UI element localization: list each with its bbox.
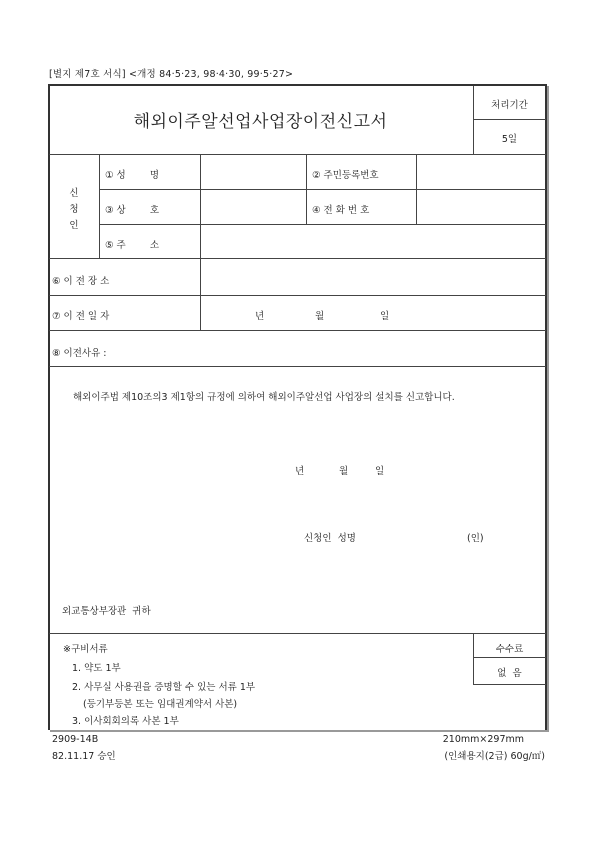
processing-label: 처리기간	[491, 100, 528, 111]
fee-value: 없 음	[497, 668, 522, 679]
relocation-col-divider	[200, 258, 201, 330]
document-item-1: 1. 약도 1부	[72, 663, 121, 674]
applicant-row-line-1	[99, 189, 546, 190]
company-label: ③ 상 호	[105, 205, 160, 216]
seal-mark: (인)	[467, 533, 484, 544]
statement-day: 일	[375, 466, 385, 477]
documents-title: ※구비서류	[63, 644, 108, 655]
applicant-divider	[99, 154, 100, 258]
body-bottom-line	[49, 633, 546, 634]
recipient-text: 외교통상부장관 귀하	[62, 606, 151, 617]
frame-shadow-bottom	[50, 730, 549, 732]
applicant-char-1: 신	[69, 188, 79, 199]
document-item-2-note: (등기부등본 또는 임대권계약서 사본)	[83, 699, 238, 710]
name-label: ① 성 명	[105, 170, 160, 181]
title-bottom-line	[49, 154, 546, 155]
relocation-place-bottom-line	[49, 295, 546, 296]
applicant-bottom-line	[49, 258, 546, 259]
resident-number-label: ② 주민등록번호	[312, 170, 379, 181]
phone-label: ④ 전 화 번 호	[312, 205, 370, 216]
statement-month: 월	[339, 466, 349, 477]
document-item-2: 2. 사무실 사용권을 증명할 수 있는 서류 1부	[72, 682, 256, 693]
processing-row-line	[473, 119, 546, 120]
relocation-date-month: 월	[315, 311, 325, 322]
signer-label: 신청인 성명	[304, 533, 356, 544]
label-col-divider	[200, 154, 201, 258]
processing-value: 5일	[501, 134, 518, 145]
fee-bottom-line	[473, 684, 546, 685]
form-code: 2909-14B	[52, 734, 99, 745]
relocation-date-bottom-line	[49, 330, 546, 331]
statement-text: 해외이주법 제10조의3 제1항의 규정에 의하여 해외이주알선업 사업장의 설치를 신고합니다.	[73, 392, 455, 403]
relocation-reason-label: ⑧ 이전사유 :	[52, 348, 107, 359]
reason-bottom-line	[49, 366, 546, 367]
frame-shadow-right	[547, 86, 549, 732]
mid-col-divider	[306, 154, 307, 224]
fee-label: 수수료	[495, 644, 524, 655]
address-label: ⑤ 주 소	[105, 240, 160, 251]
relocation-date-day: 일	[380, 311, 390, 322]
fee-row-line	[473, 657, 546, 658]
applicant-char-3: 인	[69, 220, 79, 231]
applicant-char-2: 청	[69, 204, 79, 215]
approval-date: 82.11.17 승인	[52, 751, 116, 762]
form-title: 해외이주알선업사업장이전신고서	[133, 112, 388, 132]
paper-spec: (인쇄용지(2급) 60g/㎡)	[444, 751, 545, 762]
document-item-3: 3. 이사회회의록 사본 1부	[72, 716, 179, 727]
relocation-date-year: 년	[255, 311, 265, 322]
relocation-date-label: ⑦ 이 전 일 자	[52, 311, 110, 322]
applicant-group-label	[49, 186, 99, 234]
paper-size: 210mm×297mm	[442, 734, 524, 745]
form-reference: [별지 제7호 서식] <개정 84·5·23, 98·4·30, 99·5·27>	[49, 69, 294, 80]
relocation-place-label: ⑥ 이 전 장 소	[52, 276, 110, 287]
applicant-row-line-2	[99, 224, 546, 225]
right-col-divider	[416, 154, 417, 224]
statement-year: 년	[295, 466, 305, 477]
